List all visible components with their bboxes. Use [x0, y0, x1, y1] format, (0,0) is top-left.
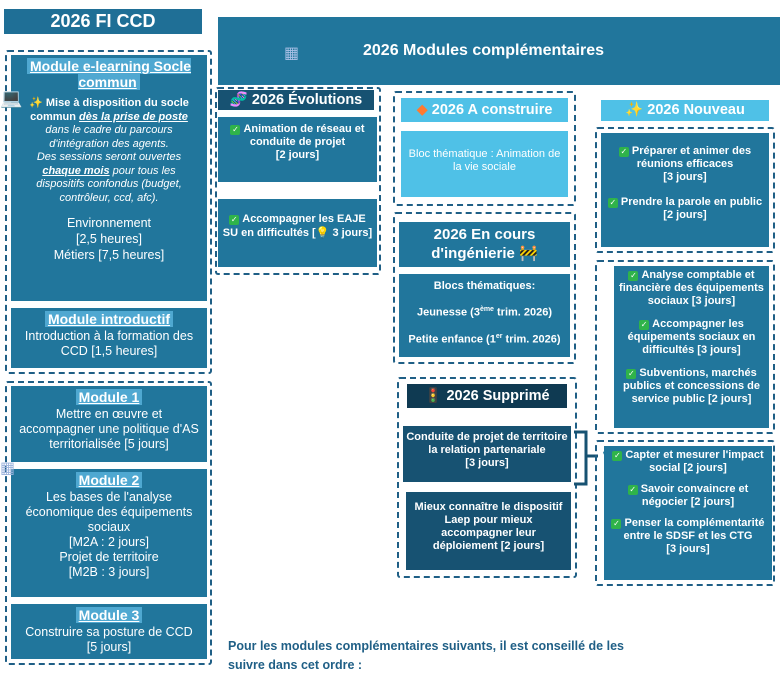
nouveau-title: 2026 Nouveau	[647, 102, 745, 118]
footer-line-2: suivre dans cet ordre :	[228, 658, 363, 672]
footer-note	[228, 637, 698, 675]
sparkles-icon: ✨	[625, 102, 644, 118]
elearning-desc-d: Des sessions seront ouvertes	[36, 151, 182, 163]
intro-text: Introduction à la formation des CCD [1,5 heures]	[24, 329, 194, 358]
evolutions-item-2	[218, 199, 377, 267]
elearning-title: Module e-learning Socle commun	[27, 58, 191, 90]
elearning-env-duration: [2,5 heures]	[75, 232, 142, 246]
evolutions-item-2-duration: 3 jours]	[329, 227, 373, 239]
check-icon: ✓	[640, 320, 648, 329]
module-1	[11, 386, 207, 462]
nouveau-group-3-box	[604, 446, 772, 580]
module-3-title: Module 3	[76, 607, 143, 623]
supprime-item-1	[403, 426, 571, 482]
ingenierie-petite-sup: er	[495, 332, 503, 340]
nouveau-item-6-text: Capter et mesurer l'impact social [2 jours]	[625, 449, 764, 474]
elearning-metiers: Métiers [7,5 heures]	[53, 248, 165, 262]
diamond-icon: ◆	[416, 102, 428, 118]
check-icon: ✓	[230, 215, 238, 224]
ingenierie-jeunesse-sup: ème	[479, 306, 494, 313]
construire-title: 2026 A construire	[431, 102, 553, 118]
check-icon: ✓	[613, 451, 621, 460]
building-icon: ▦	[0, 458, 16, 477]
nouveau-item-8-duration: [3 jours]	[666, 543, 710, 555]
nouveau-item-2	[605, 196, 765, 209]
module-1-text: Mettre en œuvre et accompagner une politique d'AS territorialisée [5 jours]	[19, 407, 199, 451]
ingenierie-jeunesse	[399, 303, 570, 320]
intro-title: Module introductif	[45, 311, 173, 327]
nouveau-item-2-text: Prendre la parole en public	[620, 196, 763, 208]
ingenierie-jeunesse-b: trim. 2026)	[493, 306, 553, 319]
elearning-desc-f: pour tous les dispositifs confondus (budget, contrôleur, ccd, afc).	[36, 164, 182, 204]
module-2-text-2: [M2A : 2 jours]	[69, 535, 149, 549]
check-icon: ✓	[620, 147, 628, 156]
dna-icon: 🧬	[229, 92, 248, 108]
supprime-item-1-duration: [3 jours]	[465, 457, 509, 469]
check-icon: ✓	[630, 271, 637, 280]
elearning-desc-b: dès la prise de poste	[79, 110, 188, 123]
ingenierie-petite	[399, 330, 570, 347]
nouveau-item-4-text: Accompagner les équipements sociaux en difficultés [3 jours]	[627, 318, 756, 356]
nouveau-item-3-text: Analyse comptable et financière des équipements sociaux [3 jours]	[619, 269, 764, 307]
supprime-title: 2026 Supprimé	[446, 388, 550, 404]
evolutions-item-2-text: Accompagner les EAJE SU en difficultés [	[222, 213, 366, 239]
nouveau-item-1-text: Préparer et animer des réunions efficaces	[631, 145, 752, 170]
nouveau-item-2-duration: [2 jours]	[663, 209, 707, 221]
page-title: 2026 FI CCD	[4, 9, 202, 34]
traffic-light-icon: 🚦	[424, 388, 443, 404]
module-1-title: Module 1	[76, 389, 143, 405]
banner	[218, 17, 780, 85]
construction-icon: 🚧	[519, 244, 538, 262]
nouveau-item-8-text: Penser la complémentarité entre le SDSF et les CTG	[623, 517, 765, 542]
check-icon: ✓	[613, 519, 620, 528]
module-2-text-3: Projet de territoire	[59, 550, 159, 564]
evolutions-item-1-duration: [2 jours]	[275, 149, 320, 161]
nouveau-group-1-box	[601, 133, 769, 247]
ingenierie-blocs-title: Blocs thématiques:	[433, 280, 536, 292]
laptop-icon: 💻	[0, 88, 23, 109]
sparkles-icon: ✨	[29, 96, 43, 109]
ingenierie-petite-a: Petite enfance (1	[408, 333, 496, 346]
banner-title: 2026 Modules complémentaires	[363, 42, 604, 59]
elearning-desc-a: Mise à disposition du socle commun	[30, 97, 189, 123]
footer-line-1: Pour les modules complémentaires suivants, il est conseillé de les	[228, 639, 624, 653]
elearning-module	[11, 55, 207, 301]
nouveau-item-5-text: Subventions, marchés publics et concessions de service public [2 jours]	[623, 367, 760, 405]
nouveau-item-1-duration: [3 jours]	[663, 171, 707, 183]
supprime-item-2	[406, 492, 571, 570]
ingenierie-header	[399, 222, 570, 267]
elearning-env: Environnement	[66, 216, 152, 230]
nouveau-item-7-text: Savoir convaincre et négocier [2 jours]	[640, 483, 749, 508]
evolutions-item-1	[218, 117, 377, 182]
evolutions-header	[218, 90, 374, 110]
module-2-title: Module 2	[76, 472, 143, 488]
ingenierie-blocs	[399, 274, 570, 357]
construire-bloc-text: Bloc thématique : Animation de la vie sociale	[408, 148, 561, 173]
elearning-desc-e: chaque mois	[42, 164, 110, 177]
module-3-text: Construire sa posture de CCD [5 jours]	[25, 625, 193, 654]
evolutions-item-1-text: Animation de réseau et conduite de projet	[243, 123, 365, 148]
supprime-item-1-text: Conduite de projet de territoire la relation partenariale	[406, 431, 568, 456]
module-2	[11, 469, 207, 597]
check-icon: ✓	[601, 444, 613, 460]
check-icon: ✓	[629, 485, 637, 494]
ingenierie-petite-b: trim. 2026)	[502, 333, 561, 346]
elearning-desc-c: dans le cadre du parcours d'intégration des agents.	[45, 124, 173, 150]
intro-module	[11, 308, 207, 368]
evolutions-title: 2026 Évolutions	[251, 92, 363, 108]
module-3	[11, 604, 207, 659]
module-2-text-1: Les bases de l'analyse économique des équipements sociaux	[25, 490, 193, 534]
module-2-text-4: [M2B : 3 jours]	[68, 565, 150, 579]
check-icon: ✓	[232, 125, 239, 134]
ingenierie-title: 2026 En cours d'ingénierie	[431, 226, 536, 262]
construire-header	[401, 98, 568, 122]
nouveau-group-2-box	[614, 266, 769, 428]
supprime-item-2-text: Mieux connaître le dispositif Laep pour mieux accompagner leur déploiement [2 jours]	[414, 501, 563, 552]
check-icon: ✓	[627, 369, 635, 378]
nouveau-header	[601, 100, 769, 121]
construire-bloc	[401, 131, 568, 197]
supprime-header	[407, 384, 567, 408]
check-icon: ✓	[609, 198, 617, 207]
ingenierie-jeunesse-a: Jeunesse (3	[416, 306, 480, 319]
lightbulb-icon: 💡	[315, 226, 330, 239]
building-icon: ▦	[284, 43, 300, 62]
